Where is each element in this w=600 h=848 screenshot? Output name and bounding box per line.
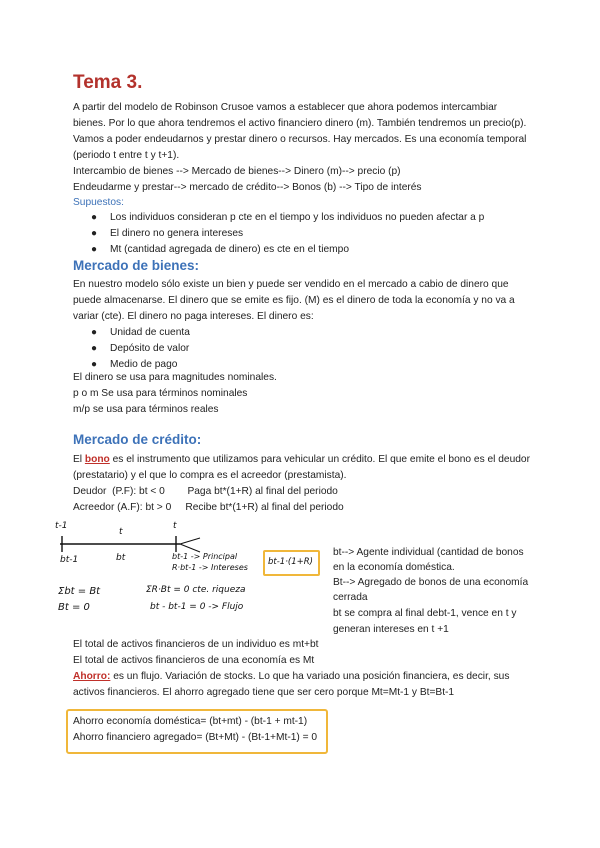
arrow-intereses — [180, 544, 200, 552]
dinero-item: Depósito de valor — [110, 343, 190, 354]
bienes-line: puede almacenarse. El dinero que se emite es fijo. (M) es el dinero de toda la economía y no va a — [73, 295, 515, 306]
box-bond-label: bt-1·(1+R) — [268, 557, 313, 567]
bullet-icon: ● — [91, 244, 98, 255]
bullet-icon: ● — [91, 212, 98, 223]
page-title: Tema 3. — [73, 72, 143, 93]
credito-line: (prestatario) y el que lo compra es el acreedor (prestamista). — [73, 470, 347, 481]
dinero-item: Unidad de cuenta — [110, 327, 190, 338]
intro-line: (periodo t entre t y t+1). — [73, 150, 180, 161]
credito-line-pre: El — [73, 454, 85, 465]
intro-line: Endeudarme y prestar--> mercado de crédito--> Bonos (b) --> Tipo de interés — [73, 182, 422, 193]
total-line: El total de activos financieros de una economía es Mt — [73, 655, 315, 666]
supuesto-item: Los individuos consideran p cte en el tiempo y los individuos no pueden afectar a p — [110, 212, 485, 223]
supuesto-item: El dinero no genera intereses — [110, 228, 244, 239]
ahorro-line — [73, 670, 509, 684]
arrow-principal — [180, 538, 200, 544]
label-t-end: t — [173, 521, 177, 531]
bienes-after-line: p o m Se usa para términos nominales — [73, 388, 248, 399]
supuesto-item: Mt (cantidad agregada de dinero) es cte en el tiempo — [110, 244, 349, 255]
sum-flujo: bt - bt-1 = 0 -> Flujo — [150, 602, 244, 612]
bullet-icon: ● — [91, 343, 98, 354]
right-note: bt--> Agente individual (cantidad de bonos — [333, 547, 524, 558]
right-note: en la economía doméstica. — [333, 562, 455, 573]
right-note: bt se compra al final debt-1, vence en t y — [333, 608, 517, 619]
ahorro-line: activos financieros. El ahorro agregado tiene que ser cero porque Mt=Mt-1 y Bt=Bt-1 — [73, 687, 455, 698]
label-bt1: bt-1 — [60, 555, 79, 565]
acreedor-line: Acreedor (A.F): bt > 0 Recibe bt*(1+R) al final del periodo — [73, 502, 344, 513]
bienes-line: En nuestro modelo sólo existe un bien y puede ser vendido en el mercado a cabio de dinero que — [73, 279, 509, 290]
formula-line: Ahorro financiero agregado= (Bt+Mt) - (Bt-1+Mt-1) = 0 — [73, 732, 318, 743]
bullet-icon: ● — [91, 359, 98, 370]
bienes-line: variar (cte). El dinero no paga intereses. El dinero es: — [73, 311, 314, 322]
total-line: El total de activos financieros de un individuo es mt+bt — [73, 639, 319, 650]
label-t-mid: t — [119, 527, 123, 537]
supuestos-label: Supuestos: — [73, 197, 124, 208]
credito-line-post: es el instrumento que utilizamos para vehicular un crédito. El que emite el bono es el deudor — [109, 454, 530, 465]
intro-line: bienes. Por lo que ahora tendremos el activo financiero dinero (m). También tendremos un precio(p). — [73, 118, 527, 129]
deudor-line: Deudor (P.F): bt < 0 Paga bt*(1+R) al final del periodo — [73, 486, 338, 497]
intro-line: A partir del modelo de Robinson Crusoe vamos a establecer que ahora podemos intercambiar — [73, 102, 498, 113]
intro-line: Intercambio de bienes --> Mercado de bienes--> Dinero (m)--> precio (p) — [73, 166, 401, 177]
formula-line: Ahorro economía doméstica= (bt+mt) - (bt-1 + mt-1) — [73, 716, 308, 727]
dinero-item: Medio de pago — [110, 359, 178, 370]
label-intereses: R·bt-1 -> Intereses — [172, 563, 248, 572]
section-heading-bienes: Mercado de bienes: — [73, 258, 200, 273]
ahorro-line-post: es un flujo. Variación de stocks. Lo que ha variado una posición financiera, es decir, sus — [110, 671, 510, 682]
bullet-icon: ● — [91, 228, 98, 239]
ahorro-highlight: Ahorro: — [73, 671, 111, 682]
bullet-icon: ● — [91, 327, 98, 338]
sum-bt-zero: Bt = 0 — [58, 602, 90, 613]
section-heading-credito: Mercado de crédito: — [73, 432, 202, 447]
label-principal: bt-1 -> Principal — [172, 552, 238, 561]
right-note: Bt--> Agregado de bonos de una economía — [333, 577, 529, 588]
credito-line — [73, 453, 530, 467]
label-t-minus: t-1 — [55, 521, 68, 531]
sum-bt: Σbt = Bt — [58, 586, 101, 597]
sum-riqueza: ΣR·Bt = 0 cte. riqueza — [146, 585, 246, 595]
bono-highlight: bono — [84, 454, 110, 465]
right-note: generan intereses en t +1 — [333, 624, 449, 635]
right-note: cerrada — [333, 592, 368, 603]
bienes-after-line: m/p se usa para términos reales — [73, 404, 219, 415]
bienes-after-line: El dinero se usa para magnitudes nominales. — [73, 372, 277, 383]
intro-line: Vamos a poder endeudarnos y prestar dinero o recursos. Hay mercados. Es una economía temporal — [73, 134, 527, 145]
label-bt: bt — [116, 553, 126, 563]
